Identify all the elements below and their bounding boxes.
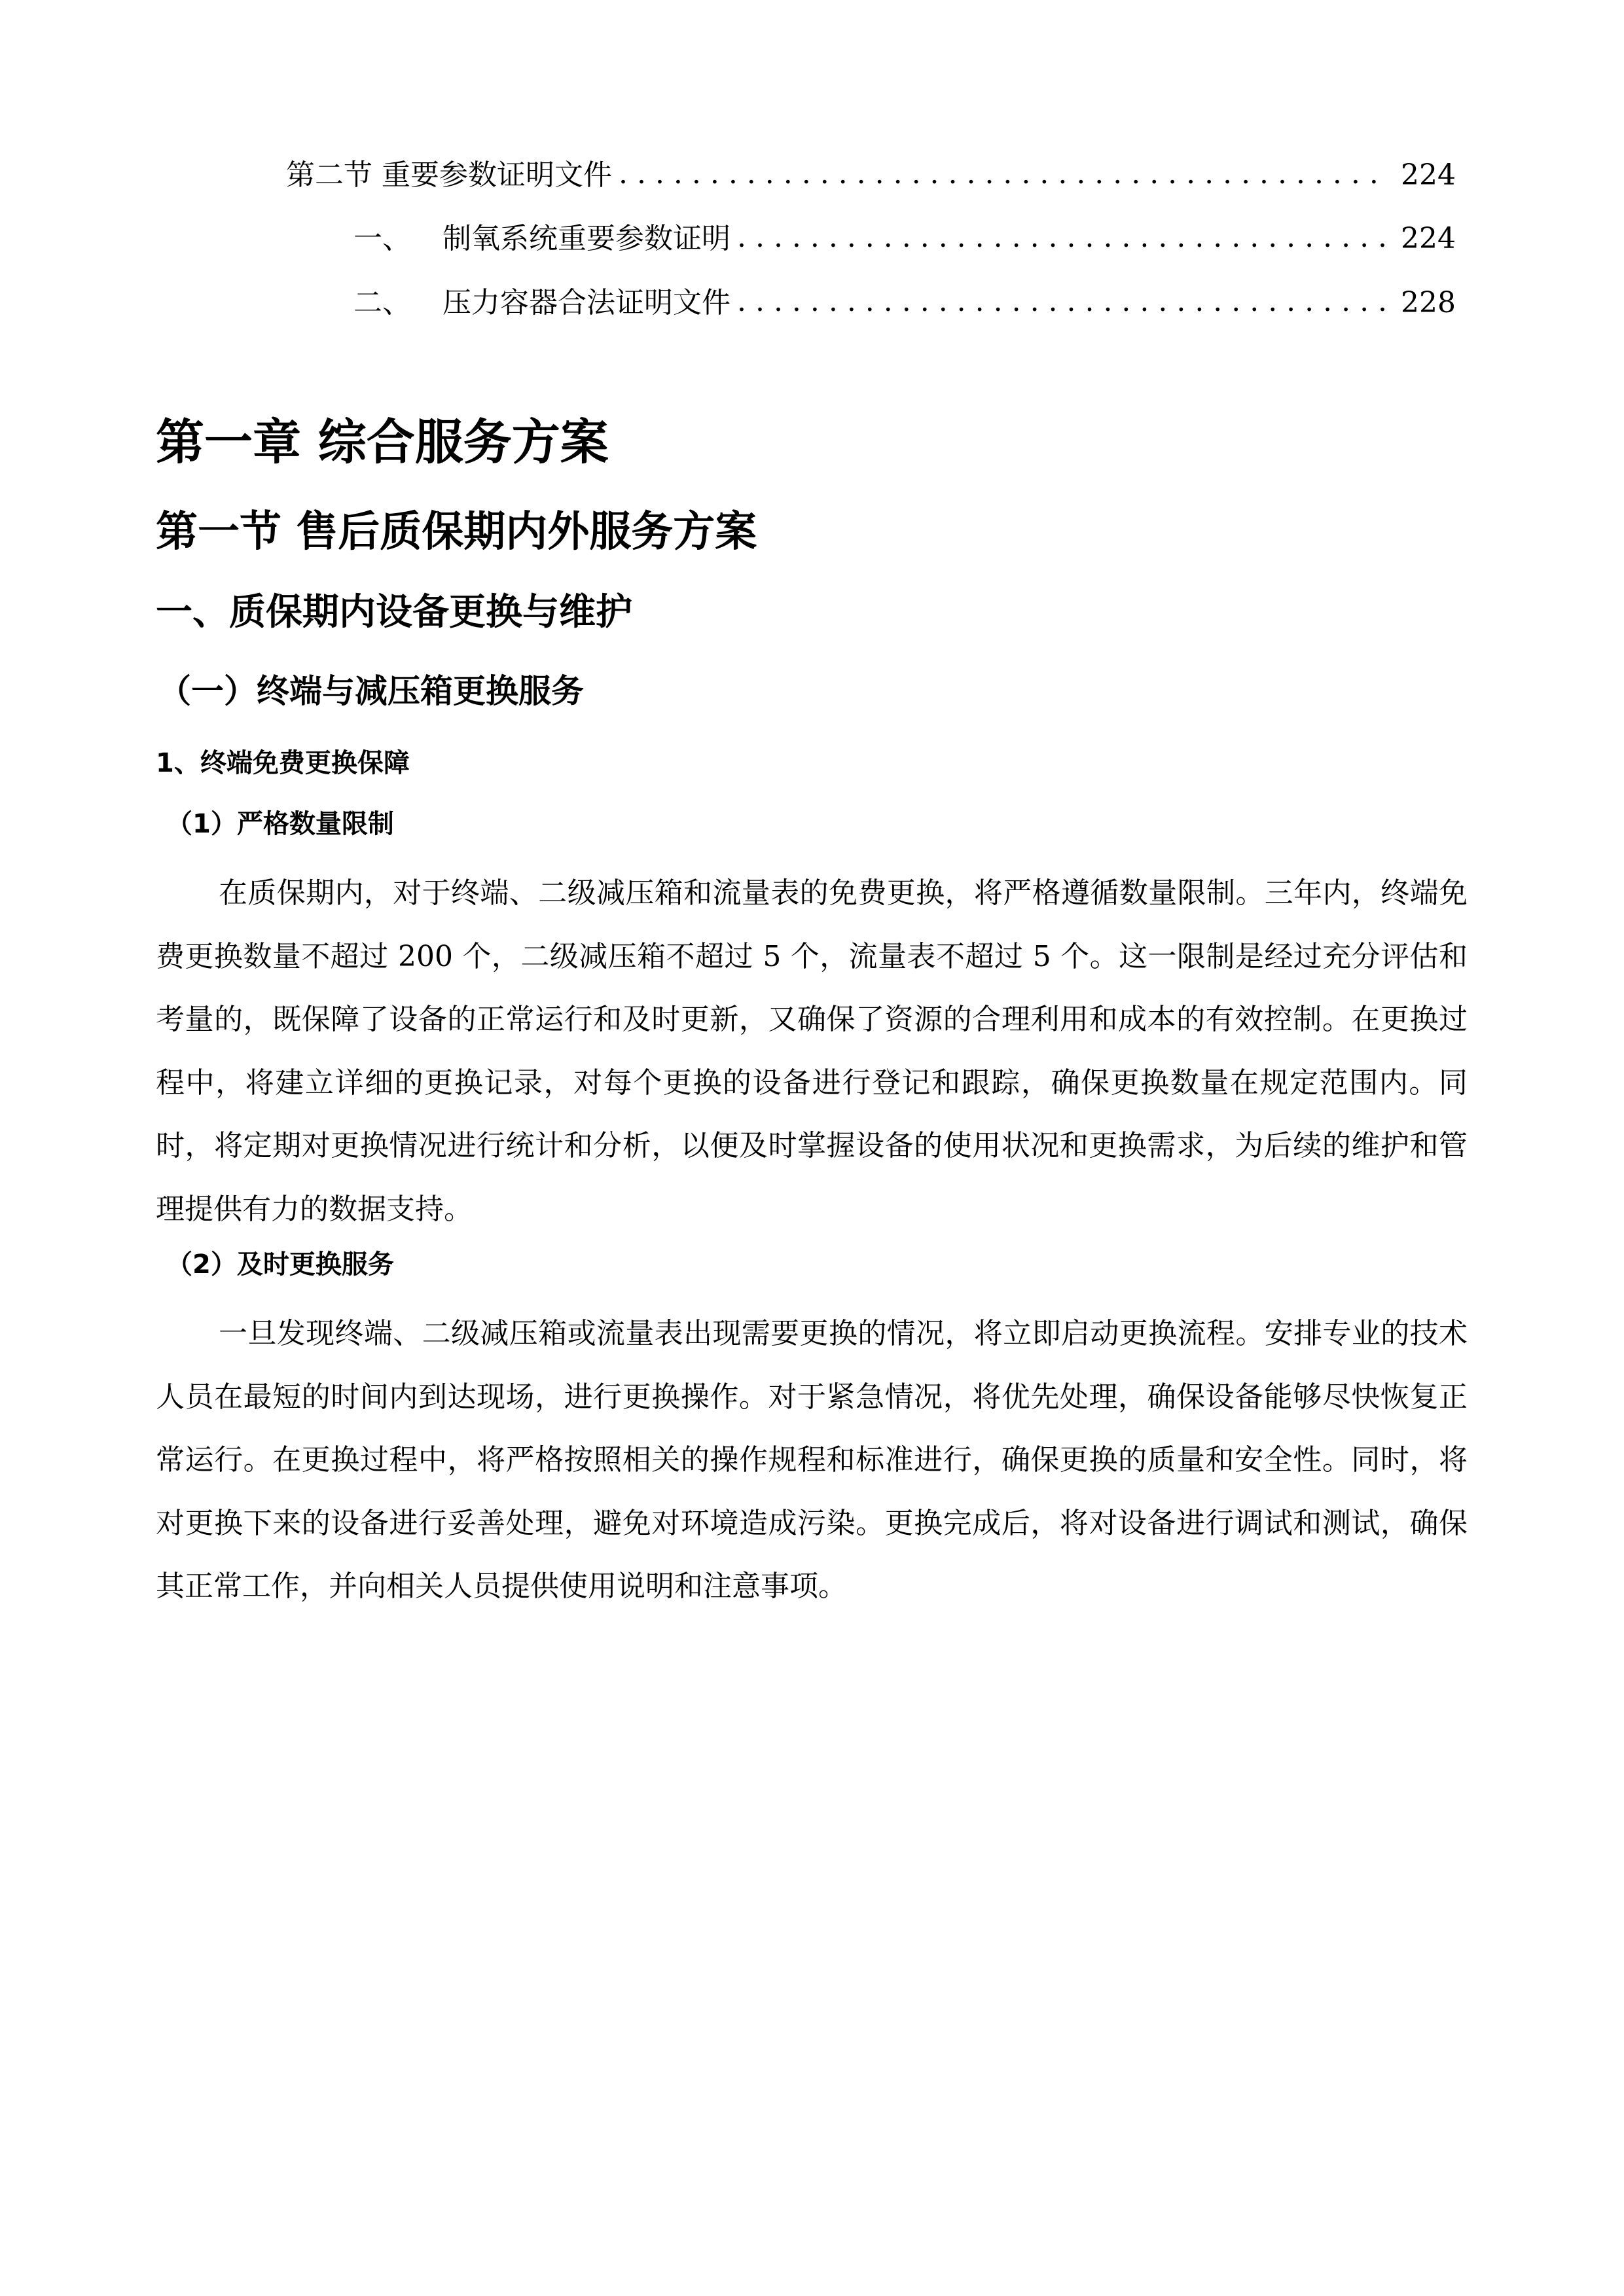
- subsection-heading: 一、质保期内设备更换与维护: [156, 591, 632, 634]
- toc-entry-page: 224: [1401, 158, 1456, 192]
- toc-leader-dots: [619, 154, 1389, 194]
- toc-entry-number: 一、: [353, 222, 411, 255]
- item-heading: 1、终端免费更换保障: [156, 748, 410, 778]
- toc-entry[interactable]: [286, 156, 1456, 195]
- toc-entry-title: 制氧系统重要参数证明: [442, 222, 731, 255]
- subitem-heading: （1）严格数量限制: [166, 809, 394, 839]
- toc-leader-dots: [737, 218, 1389, 257]
- body-paragraph: 在质保期内，对于终端、二级减压箱和流量表的免费更换，将严格遵循数量限制。三年内，终端免费更换数量不超过 200 个，二级减压箱不超过 5 个，流量表不超过 5 个。这一限制是经过充分评估和考量的，既保障了设备的正常运行和及时更新，又确保了资源的合理利用和成本的有效控制。在更换过程中，将建立详细的更换记录，对每个更换的设备进行登记和跟踪，确保更换数量在规定范围内。同时，将定期对更换情况进行统计和分析，以便及时掌握设备的使用状况和更换需求，为后续的维护和管理提供有力的数据支持。: [156, 876, 1468, 1226]
- body-paragraph: 一旦发现终端、二级减压箱或流量表出现需要更换的情况，将立即启动更换流程。安排专业的技术人员在最短的时间内到达现场，进行更换操作。对于紧急情况，将优先处理，确保设备能够尽快恢复正常运行。在更换过程中，将严格按照相关的操作规程和标准进行，确保更换的质量和安全性。同时，将对更换下来的设备进行妥善处理，避免对环境造成污染。更换完成后，将对设备进行调试和测试，确保其正常工作，并向相关人员提供使用说明和注意事项。: [156, 1317, 1468, 1603]
- section-heading: 第一节 售后质保期内外服务方案: [156, 508, 757, 556]
- toc-entry[interactable]: [353, 283, 1456, 323]
- toc-entry-page: 224: [1401, 222, 1456, 255]
- toc-entry-number: 二、: [353, 286, 411, 319]
- toc-entry-page: 228: [1401, 286, 1456, 319]
- toc-entry-title: 压力容器合法证明文件: [442, 286, 731, 319]
- toc-entry[interactable]: [353, 219, 1456, 259]
- subitem-heading: （2）及时更换服务: [166, 1249, 394, 1280]
- subsubsection-heading: （一）终端与减压箱更换服务: [158, 672, 584, 710]
- chapter-heading: 第一章 综合服务方案: [156, 414, 609, 471]
- toc-entry-title: 第二节 重要参数证明文件: [286, 158, 612, 192]
- toc-leader-dots: [737, 282, 1389, 321]
